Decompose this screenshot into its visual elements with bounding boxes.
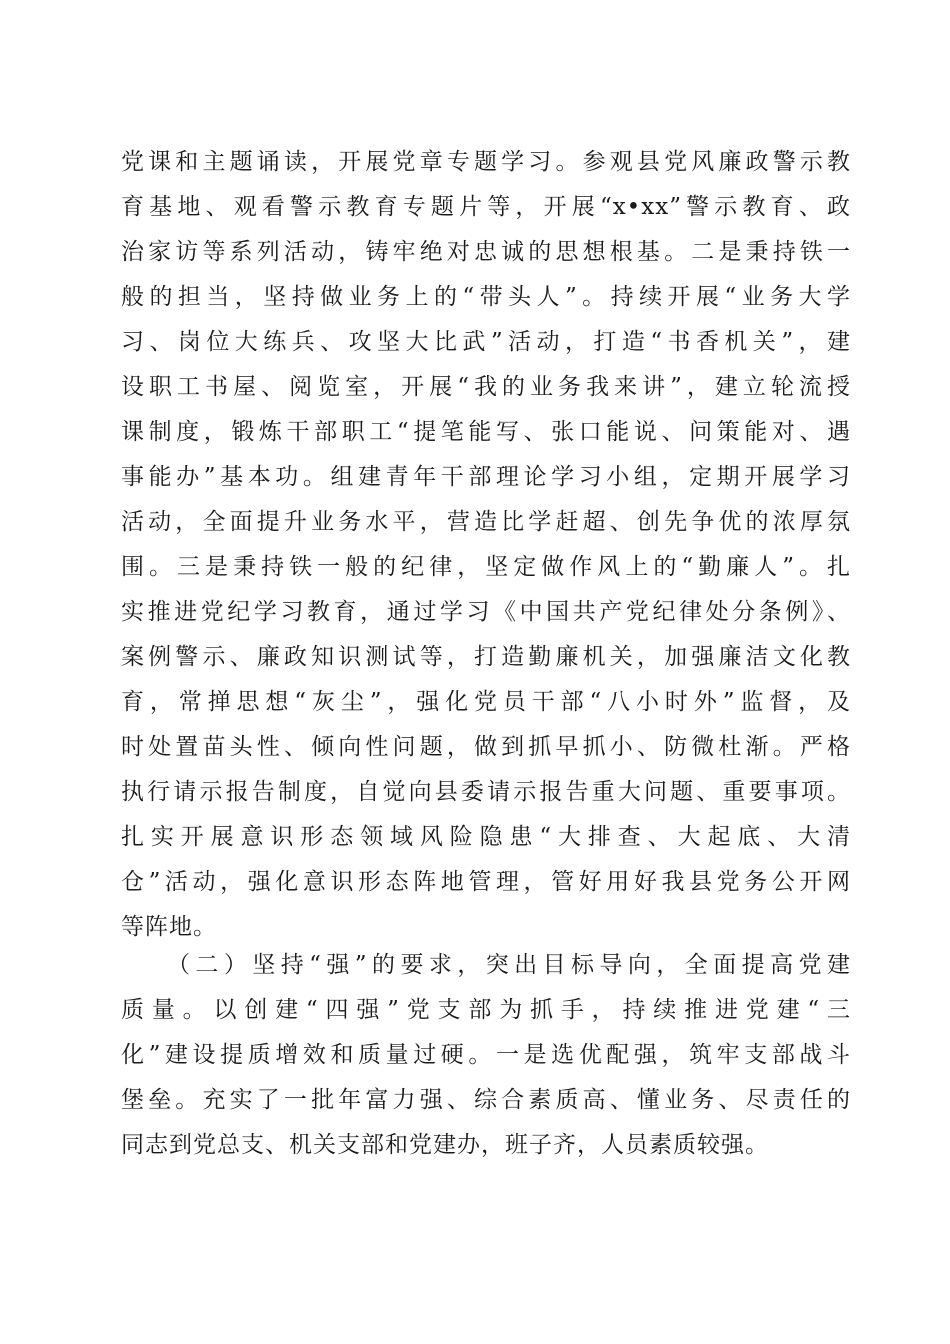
text-line: 等阵地。 (121, 914, 217, 940)
text-line: 般的担当，坚持做业务上的“带头人”。持续开展“业务大学 (121, 284, 851, 310)
text-line: 化”建设提质增效和质量过硬。一是选优配强，筑牢支部战斗 (121, 1042, 851, 1068)
text-line: 育，常掸思想“灰尘”，强化党员干部“八小时外”监督，及 (121, 689, 851, 715)
section-heading-line: （二）坚持“强”的要求，突出目标导向，全面提高党建 (167, 952, 851, 978)
text-line: 堡垒。充实了一批年富力强、综合素质高、懂业务、尽责任的 (121, 1087, 851, 1113)
text-line: 质量。以创建“四强”党支部为抓手，持续推进党建“三 (121, 997, 851, 1023)
text-line: 同志到党总支、机关支部和党建办，班子齐，人员素质较强。 (121, 1132, 769, 1158)
text-line: 课制度，锻炼干部职工“提笔能写、张口能说、问策能对、遇 (121, 419, 851, 445)
text-line: 仓”活动，强化意识形态阵地管理，管好用好我县党务公开网 (121, 869, 851, 895)
paragraph-section-two (121, 943, 851, 1168)
text-line: 实推进党纪学习教育，通过学习《中国共产党纪律处分条例》、 (121, 599, 851, 625)
text-line: 事能办”基本功。组建青年干部理论学习小组，定期开展学习 (121, 464, 851, 490)
text-line: 扎实开展意识形态领域风险隐患“大排查、大起底、大清 (121, 824, 851, 850)
text-line: 习、岗位大练兵、攻坚大比武”活动，打造“书香机关”，建 (121, 329, 851, 355)
text-line: 党课和主题诵读，开展党章专题学习。参观县党风廉政警示教 (121, 149, 851, 175)
text-line: 设职工书屋、阅览室，开展“我的业务我来讲”，建立轮流授 (121, 374, 851, 400)
text-line: 执行请示报告制度，自觉向县委请示报告重大问题、重要事项。 (121, 779, 851, 805)
text-line: 围。三是秉持铁一般的纪律，坚定做作风上的“勤廉人”。扎 (121, 554, 851, 580)
paragraph-party-discipline (121, 140, 851, 950)
text-line: 活动，全面提升业务水平，营造比学赶超、创先争优的浓厚氛 (121, 509, 851, 535)
text-line: 时处置苗头性、倾向性问题，做到抓早抓小、防微杜渐。严格 (121, 734, 851, 760)
text-line: 案例警示、廉政知识测试等，打造勤廉机关，加强廉洁文化教 (121, 644, 851, 670)
text-line: 育基地、观看警示教育专题片等，开展“x•xx”警示教育、政 (121, 194, 851, 220)
text-line: 治家访等系列活动，铸牢绝对忠诚的思想根基。二是秉持铁一 (121, 239, 851, 265)
